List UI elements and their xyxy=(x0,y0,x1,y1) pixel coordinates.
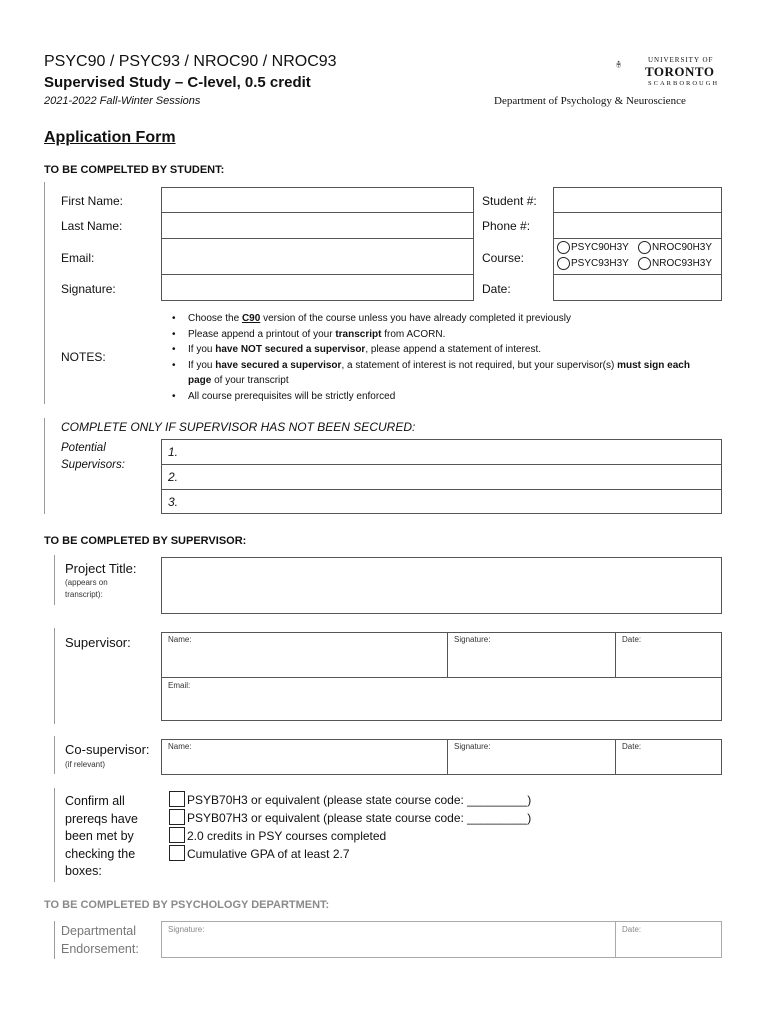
signature-field[interactable] xyxy=(161,274,474,301)
supervisor-date-label: Date: xyxy=(622,635,642,644)
note-item: • Please append a printout of your transcript from ACORN. xyxy=(172,327,712,343)
first-name-field[interactable] xyxy=(161,187,474,213)
complete-only-heading: COMPLETE ONLY IF SUPERVISOR HAS NOT BEEN SECURED: xyxy=(61,420,416,434)
prereq-checkbox-psyb07[interactable] xyxy=(169,809,185,825)
confirm-line: prereqs have xyxy=(65,811,138,826)
supervisor-email-label: Email: xyxy=(168,681,191,690)
co-supervisor-name-label: Name: xyxy=(168,742,192,751)
department-section-heading: TO BE COMPLETED BY PSYCHOLOGY DEPARTMENT: xyxy=(44,899,330,911)
note-item: • Choose the C90 version of the course unless you have already completed it previously xyxy=(172,311,712,327)
confirm-line: boxes: xyxy=(65,864,102,878)
last-name-label: Last Name: xyxy=(61,219,123,233)
supervisor-email-field[interactable] xyxy=(161,677,722,721)
prereq-checkbox-gpa[interactable] xyxy=(169,845,185,861)
notes-label: NOTES: xyxy=(61,350,106,364)
last-name-field[interactable] xyxy=(161,212,474,239)
department-date-label: Date: xyxy=(622,925,642,934)
department-signature-label: Signature: xyxy=(168,925,205,934)
section-divider xyxy=(54,788,55,882)
co-supervisor-name-field[interactable] xyxy=(161,739,448,775)
course-codes: PSYC90 / PSYC93 / NROC90 / NROC93 xyxy=(44,53,337,70)
supervisor-name-label: Name: xyxy=(168,635,192,644)
supervisor-name-field[interactable] xyxy=(161,632,448,678)
potential-supervisor-1-field[interactable] xyxy=(161,439,722,465)
date-label: Date: xyxy=(482,282,511,296)
section-divider xyxy=(54,628,55,724)
confirm-prereqs-label xyxy=(65,793,138,881)
course-subtitle: Supervised Study – C-level, 0.5 credit xyxy=(44,74,311,91)
student-section-heading: TO BE COMPELTED BY STUDENT: xyxy=(44,164,225,176)
section-divider xyxy=(44,182,45,404)
department-name: Department of Psychology & Neuroscience xyxy=(494,95,686,107)
prereq-checkbox-psyb70[interactable] xyxy=(169,791,185,807)
co-supervisor-signature-label: Signature: xyxy=(454,742,491,751)
course-radio-nroc90h3y[interactable] xyxy=(638,241,651,254)
potential-supervisor-2-field[interactable] xyxy=(161,464,722,490)
course-option-label: NROC93H3Y xyxy=(652,258,713,269)
confirm-line: Confirm all xyxy=(65,794,125,808)
departmental-endorsement-label: Departmental xyxy=(61,924,137,938)
course-label: Course: xyxy=(482,251,525,265)
university-crest-logo xyxy=(616,42,640,88)
prereq-checkbox-credits[interactable] xyxy=(169,827,185,843)
phone-field[interactable] xyxy=(553,212,722,239)
project-title-field[interactable] xyxy=(161,557,722,614)
logo-text-scarborough: SCARBOROUGH xyxy=(648,80,720,87)
project-title-label: Project Title: xyxy=(65,561,137,576)
email-field[interactable] xyxy=(161,238,474,275)
potential-supervisors-label: Supervisors: xyxy=(61,459,125,471)
prereq-label: PSYB70H3 or equivalent (please state course code: _________) xyxy=(187,793,532,807)
student-number-field[interactable] xyxy=(553,187,722,213)
prereq-label: PSYB07H3 or equivalent (please state course code: _________) xyxy=(187,811,532,825)
signature-label: Signature: xyxy=(61,282,116,296)
project-title-note: transcript): xyxy=(65,590,103,599)
phone-label: Phone #: xyxy=(482,219,531,233)
first-name-label: First Name: xyxy=(61,194,124,208)
section-divider xyxy=(54,736,55,774)
course-radio-psyc90h3y[interactable] xyxy=(557,241,570,254)
project-title-note: (appears on xyxy=(65,578,108,587)
prereq-label: Cumulative GPA of at least 2.7 xyxy=(187,847,350,861)
potential-supervisors-label: Potential xyxy=(61,442,106,454)
department-signature-field[interactable] xyxy=(161,921,616,958)
supervisor-label: Supervisor: xyxy=(65,635,131,650)
course-option-label: NROC90H3Y xyxy=(652,242,713,253)
course-radio-nroc93h3y[interactable] xyxy=(638,257,651,270)
date-field[interactable] xyxy=(553,274,722,301)
form-title: Application Form xyxy=(44,129,176,146)
co-supervisor-label: Co-supervisor: xyxy=(65,742,150,757)
logo-text-university: UNIVERSITY OF xyxy=(648,56,714,64)
section-divider xyxy=(54,921,55,959)
departmental-endorsement-label: Endorsement: xyxy=(61,942,139,956)
student-number-label: Student #: xyxy=(482,194,537,208)
logo-text-toronto: TORONTO xyxy=(645,64,715,79)
course-option-label: PSYC90H3Y xyxy=(571,242,629,253)
potential-row-number: 3. xyxy=(168,495,179,509)
potential-row-number: 1. xyxy=(168,445,179,459)
course-option-label: PSYC93H3Y xyxy=(571,258,629,269)
course-radio-psyc93h3y[interactable] xyxy=(557,257,570,270)
supervisor-signature-label: Signature: xyxy=(454,635,491,644)
note-item: • If you have NOT secured a supervisor, please append a statement of interest. xyxy=(172,342,712,358)
notes-list xyxy=(172,311,712,405)
note-item: • If you have secured a supervisor, a statement of interest is not required, but your supervisor(s) must sign each page of your transcript xyxy=(172,358,712,389)
co-supervisor-note: (if relevant) xyxy=(65,760,106,769)
potential-row-number: 2. xyxy=(168,470,179,484)
co-supervisor-date-label: Date: xyxy=(622,742,642,751)
note-item: • All course prerequisites will be strictly enforced xyxy=(172,389,712,405)
confirm-line: checking the xyxy=(65,846,136,861)
section-divider xyxy=(54,555,55,605)
prereq-label: 2.0 credits in PSY courses completed xyxy=(187,829,387,843)
supervisor-section-heading: TO BE COMPLETED BY SUPERVISOR: xyxy=(44,535,247,547)
potential-supervisor-3-field[interactable] xyxy=(161,489,722,514)
confirm-line: been met by xyxy=(65,829,134,843)
sessions: 2021-2022 Fall-Winter Sessions xyxy=(44,95,201,107)
section-divider xyxy=(44,418,45,514)
email-label: Email: xyxy=(61,251,95,265)
